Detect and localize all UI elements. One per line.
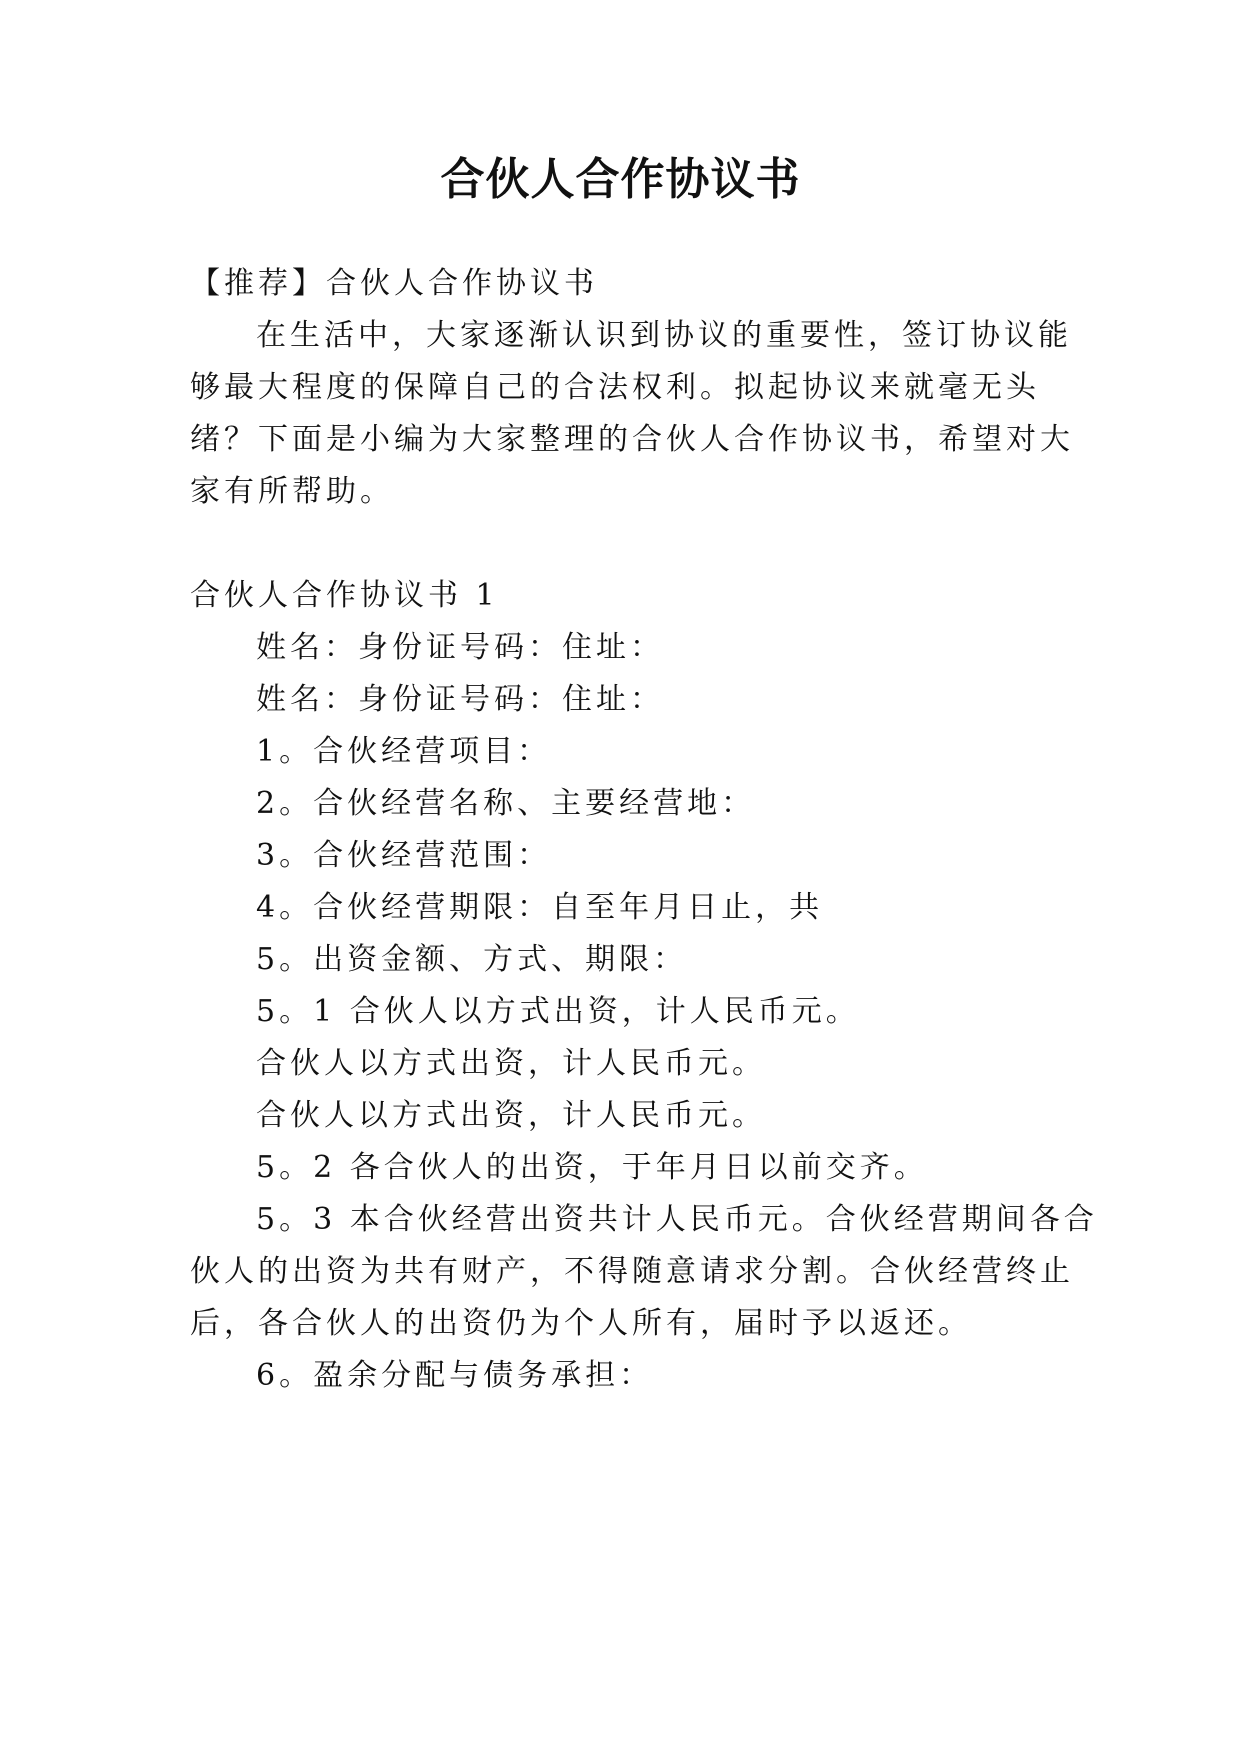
clause-line: 6。盈余分配与债务承担： [256, 1358, 654, 1393]
clause-line: 5。出资金额、方式、期限： [256, 942, 688, 977]
clause-line: 伙人的出资为共有财产，不得随意请求分割。合伙经营终止 [190, 1254, 1074, 1289]
clause-line: 2。合伙经营名称、主要经营地： [256, 786, 756, 821]
intro-paragraph-line: 够最大程度的保障自己的合法权利。拟起协议来就毫无头 [190, 370, 1040, 405]
clause-line: 3。合伙经营范围： [256, 838, 552, 873]
clause-line: 1。合伙经营项目： [256, 734, 552, 769]
intro-heading: 【推荐】合伙人合作协议书 [190, 266, 598, 301]
clause-line: 5。3 本合伙经营出资共计人民币元。合伙经营期间各合 [256, 1202, 1098, 1237]
clause-line: 姓名：身份证号码：住址： [256, 682, 664, 717]
clause-line: 合伙人以方式出资，计人民币元。 [256, 1046, 766, 1081]
clause-line: 5。2 各合伙人的出资，于年月日以前交齐。 [256, 1150, 928, 1185]
intro-paragraph-line: 家有所帮助。 [190, 474, 394, 509]
clause-line: 后，各合伙人的出资仍为个人所有，届时予以返还。 [190, 1306, 972, 1341]
clause-line: 4。合伙经营期限：自至年月日止，共 [256, 890, 824, 925]
intro-paragraph-line: 在生活中，大家逐渐认识到协议的重要性，签订协议能 [256, 318, 1072, 353]
section-heading: 合伙人合作协议书 1 [190, 578, 499, 613]
clause-line: 合伙人以方式出资，计人民币元。 [256, 1098, 766, 1133]
clause-line: 姓名：身份证号码：住址： [256, 630, 664, 665]
document-title: 合伙人合作协议书 [440, 154, 801, 205]
clause-line: 5。1 合伙人以方式出资，计人民币元。 [256, 994, 860, 1029]
intro-paragraph-line: 绪？下面是小编为大家整理的合伙人合作协议书，希望对大 [190, 422, 1074, 457]
